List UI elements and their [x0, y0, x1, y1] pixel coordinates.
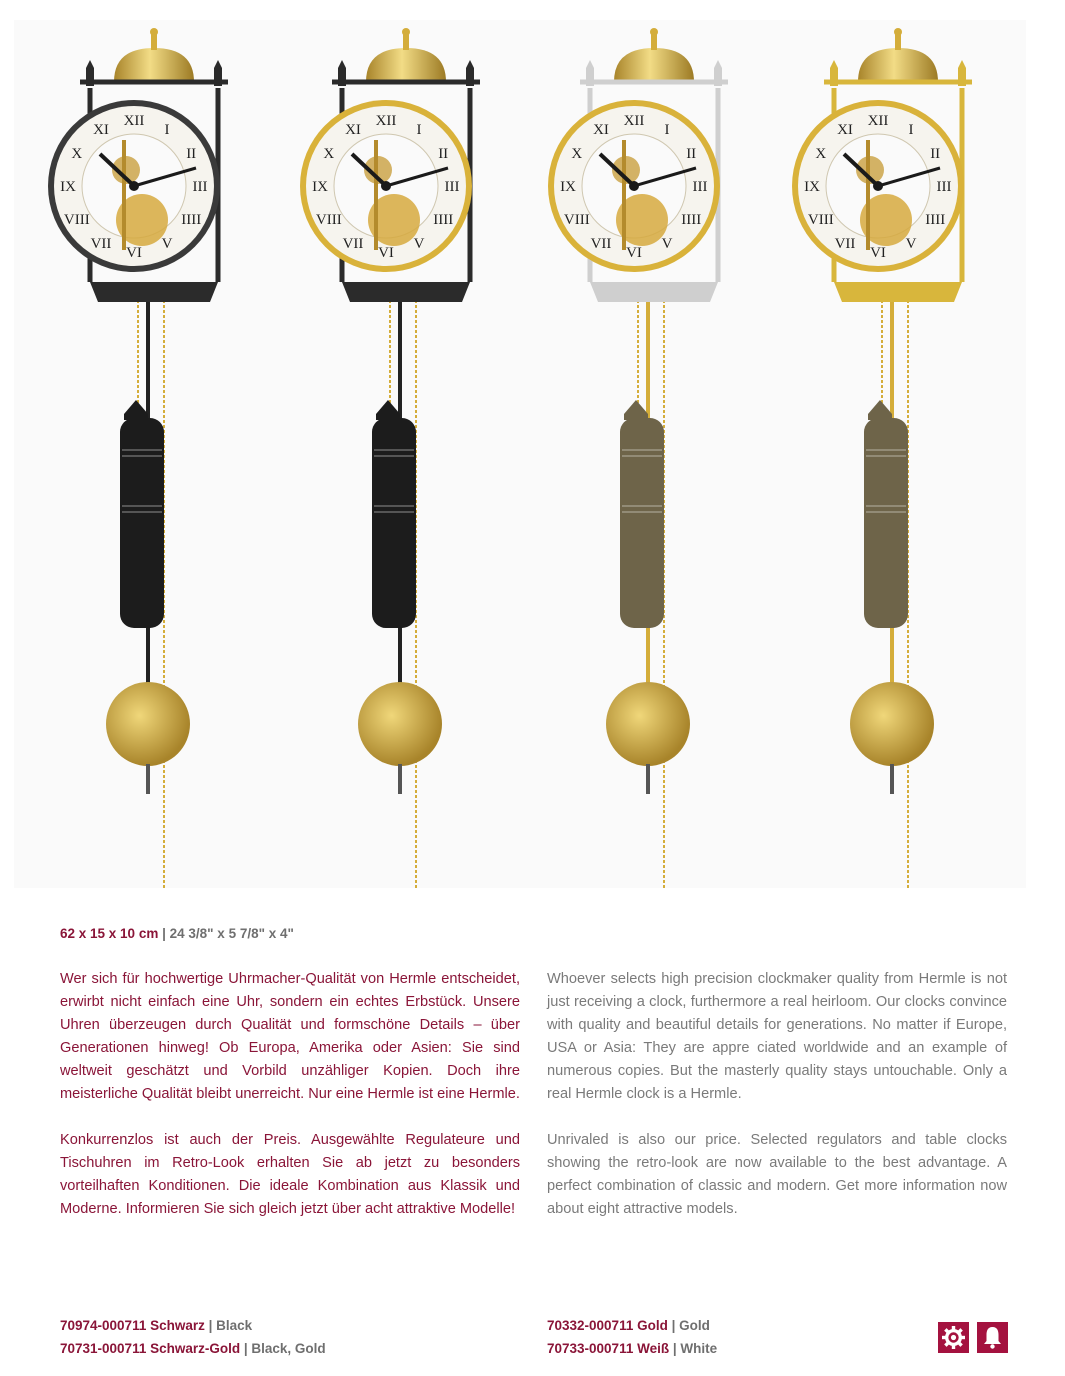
svg-text:V: V	[161, 236, 173, 253]
svg-text:VI: VI	[126, 245, 142, 261]
svg-text:XII: XII	[375, 113, 397, 129]
dimensions-imperial: 24 3/8" x 5 7/8" x 4"	[169, 926, 294, 941]
svg-text:X: X	[571, 146, 583, 162]
svg-text:XII: XII	[123, 113, 145, 129]
bell-icon	[977, 1322, 1008, 1353]
svg-text:VIII: VIII	[63, 212, 90, 228]
description-german	[60, 968, 520, 1244]
model-color-en: Black	[216, 1318, 253, 1333]
svg-text:V: V	[661, 236, 673, 253]
svg-text:XII: XII	[623, 113, 645, 129]
svg-text:VII: VII	[90, 236, 112, 253]
svg-text:IX: IX	[60, 179, 76, 195]
svg-text:X: X	[323, 146, 335, 162]
model-code: 70974-000711 Schwarz	[60, 1318, 205, 1333]
svg-text:X: X	[71, 146, 83, 162]
svg-text:XI: XI	[837, 121, 853, 138]
svg-text:VI: VI	[626, 245, 642, 261]
svg-text:IIII: IIII	[181, 212, 202, 228]
model-code: 70733-000711 Weiß	[547, 1341, 670, 1356]
svg-text:IIII: IIII	[433, 212, 454, 228]
model-line	[547, 1314, 717, 1337]
clock-4	[778, 20, 1018, 888]
svg-text:XI: XI	[345, 121, 361, 138]
svg-text:VIII: VIII	[807, 212, 834, 228]
model-line	[60, 1314, 326, 1337]
svg-text:III: III	[444, 179, 460, 195]
model-separator: |	[669, 1341, 681, 1356]
svg-text:II: II	[930, 146, 941, 162]
english-paragraph-1: Whoever selects high precision clockmaker quality from Hermle is not just receiving a clock, furthermore a real heirloom. Our clocks convince with quality and beautiful details for generations. No matter if Europe, USA or Asia: They are appre ciated worldwide and an example of numerous copies. But the masterly quality stays untouchable. Only a real Hermle clock is a Hermle.	[547, 971, 1007, 1102]
svg-text:VI: VI	[378, 245, 394, 261]
svg-text:VIII: VIII	[315, 212, 342, 228]
svg-text:IX: IX	[804, 179, 820, 195]
svg-text:XII: XII	[867, 113, 889, 129]
clock-1	[34, 20, 274, 888]
svg-text:XI: XI	[93, 121, 109, 138]
clock-3	[534, 20, 774, 888]
model-line	[547, 1337, 717, 1360]
svg-text:I: I	[416, 121, 422, 138]
svg-text:X: X	[815, 146, 827, 162]
model-list-right	[547, 1314, 717, 1360]
svg-text:I: I	[664, 121, 670, 138]
model-color-en: Gold	[679, 1318, 710, 1333]
svg-text:IIII: IIII	[681, 212, 702, 228]
svg-text:VII: VII	[590, 236, 612, 253]
svg-text:V: V	[413, 236, 425, 253]
svg-text:IIII: IIII	[925, 212, 946, 228]
model-code: 70731-000711 Schwarz-Gold	[60, 1341, 241, 1356]
model-line	[60, 1337, 326, 1360]
model-color-en: Black, Gold	[251, 1341, 326, 1356]
product-photo	[14, 20, 1026, 888]
dimensions-separator: |	[158, 926, 170, 941]
gear-icon	[938, 1322, 969, 1353]
dimensions-metric: 62 x 15 x 10 cm	[60, 926, 159, 941]
description-english	[547, 968, 1007, 1244]
svg-text:IX: IX	[312, 179, 328, 195]
dimensions-line	[60, 926, 294, 941]
svg-text:XI: XI	[593, 121, 609, 138]
svg-text:III: III	[936, 179, 952, 195]
svg-text:II: II	[686, 146, 697, 162]
svg-text:I: I	[164, 121, 170, 138]
svg-text:VII: VII	[834, 236, 856, 253]
model-code: 70332-000711 Gold	[547, 1318, 668, 1333]
german-paragraph-1: Wer sich für hochwertige Uhrmacher-Qualität von Hermle entscheidet, erwirbt nicht einfach eine Uhr, sondern ein echtes Erbstück. Unsere Uhren überzeugen durch Qualität und formschöne Details – über Generationen hinweg! Ob Europa, Amerika oder Asien: Sie sind weltweit geschätzt und Vorbild unzähliger Kopien. Doch ihre meisterliche Qualität bleibt unerreicht. Nur eine Hermle ist eine Hermle.	[60, 971, 520, 1102]
svg-text:II: II	[438, 146, 449, 162]
model-separator: |	[240, 1341, 252, 1356]
svg-text:II: II	[186, 146, 197, 162]
english-paragraph-2: Unrivaled is also our price. Selected regulators and table clocks showing the retro-look are now available to the best advantage. A perfect combination of classic and modern. Get more information now about eight attractive models.	[547, 1132, 1007, 1217]
svg-text:VI: VI	[870, 245, 886, 261]
svg-text:V: V	[905, 236, 917, 253]
svg-text:VIII: VIII	[563, 212, 590, 228]
clock-2	[286, 20, 526, 888]
german-paragraph-2: Konkurrenzlos ist auch der Preis. Ausgewählte Regulateure und Tischuhren im Retro-Look erhalten Sie ab jetzt zu besonders vorteilhaften Konditionen. Die ideale Kombination aus Klassik und Moderne. Informieren Sie sich gleich jetzt über acht attraktive Modelle!	[60, 1132, 520, 1217]
model-separator: |	[204, 1318, 217, 1333]
svg-text:III: III	[192, 179, 208, 195]
svg-text:III: III	[692, 179, 708, 195]
model-color-en: White	[680, 1341, 718, 1356]
svg-text:VII: VII	[342, 236, 364, 253]
model-list-left	[60, 1314, 326, 1360]
svg-text:IX: IX	[560, 179, 576, 195]
svg-text:I: I	[908, 121, 914, 138]
model-separator: |	[667, 1318, 680, 1333]
